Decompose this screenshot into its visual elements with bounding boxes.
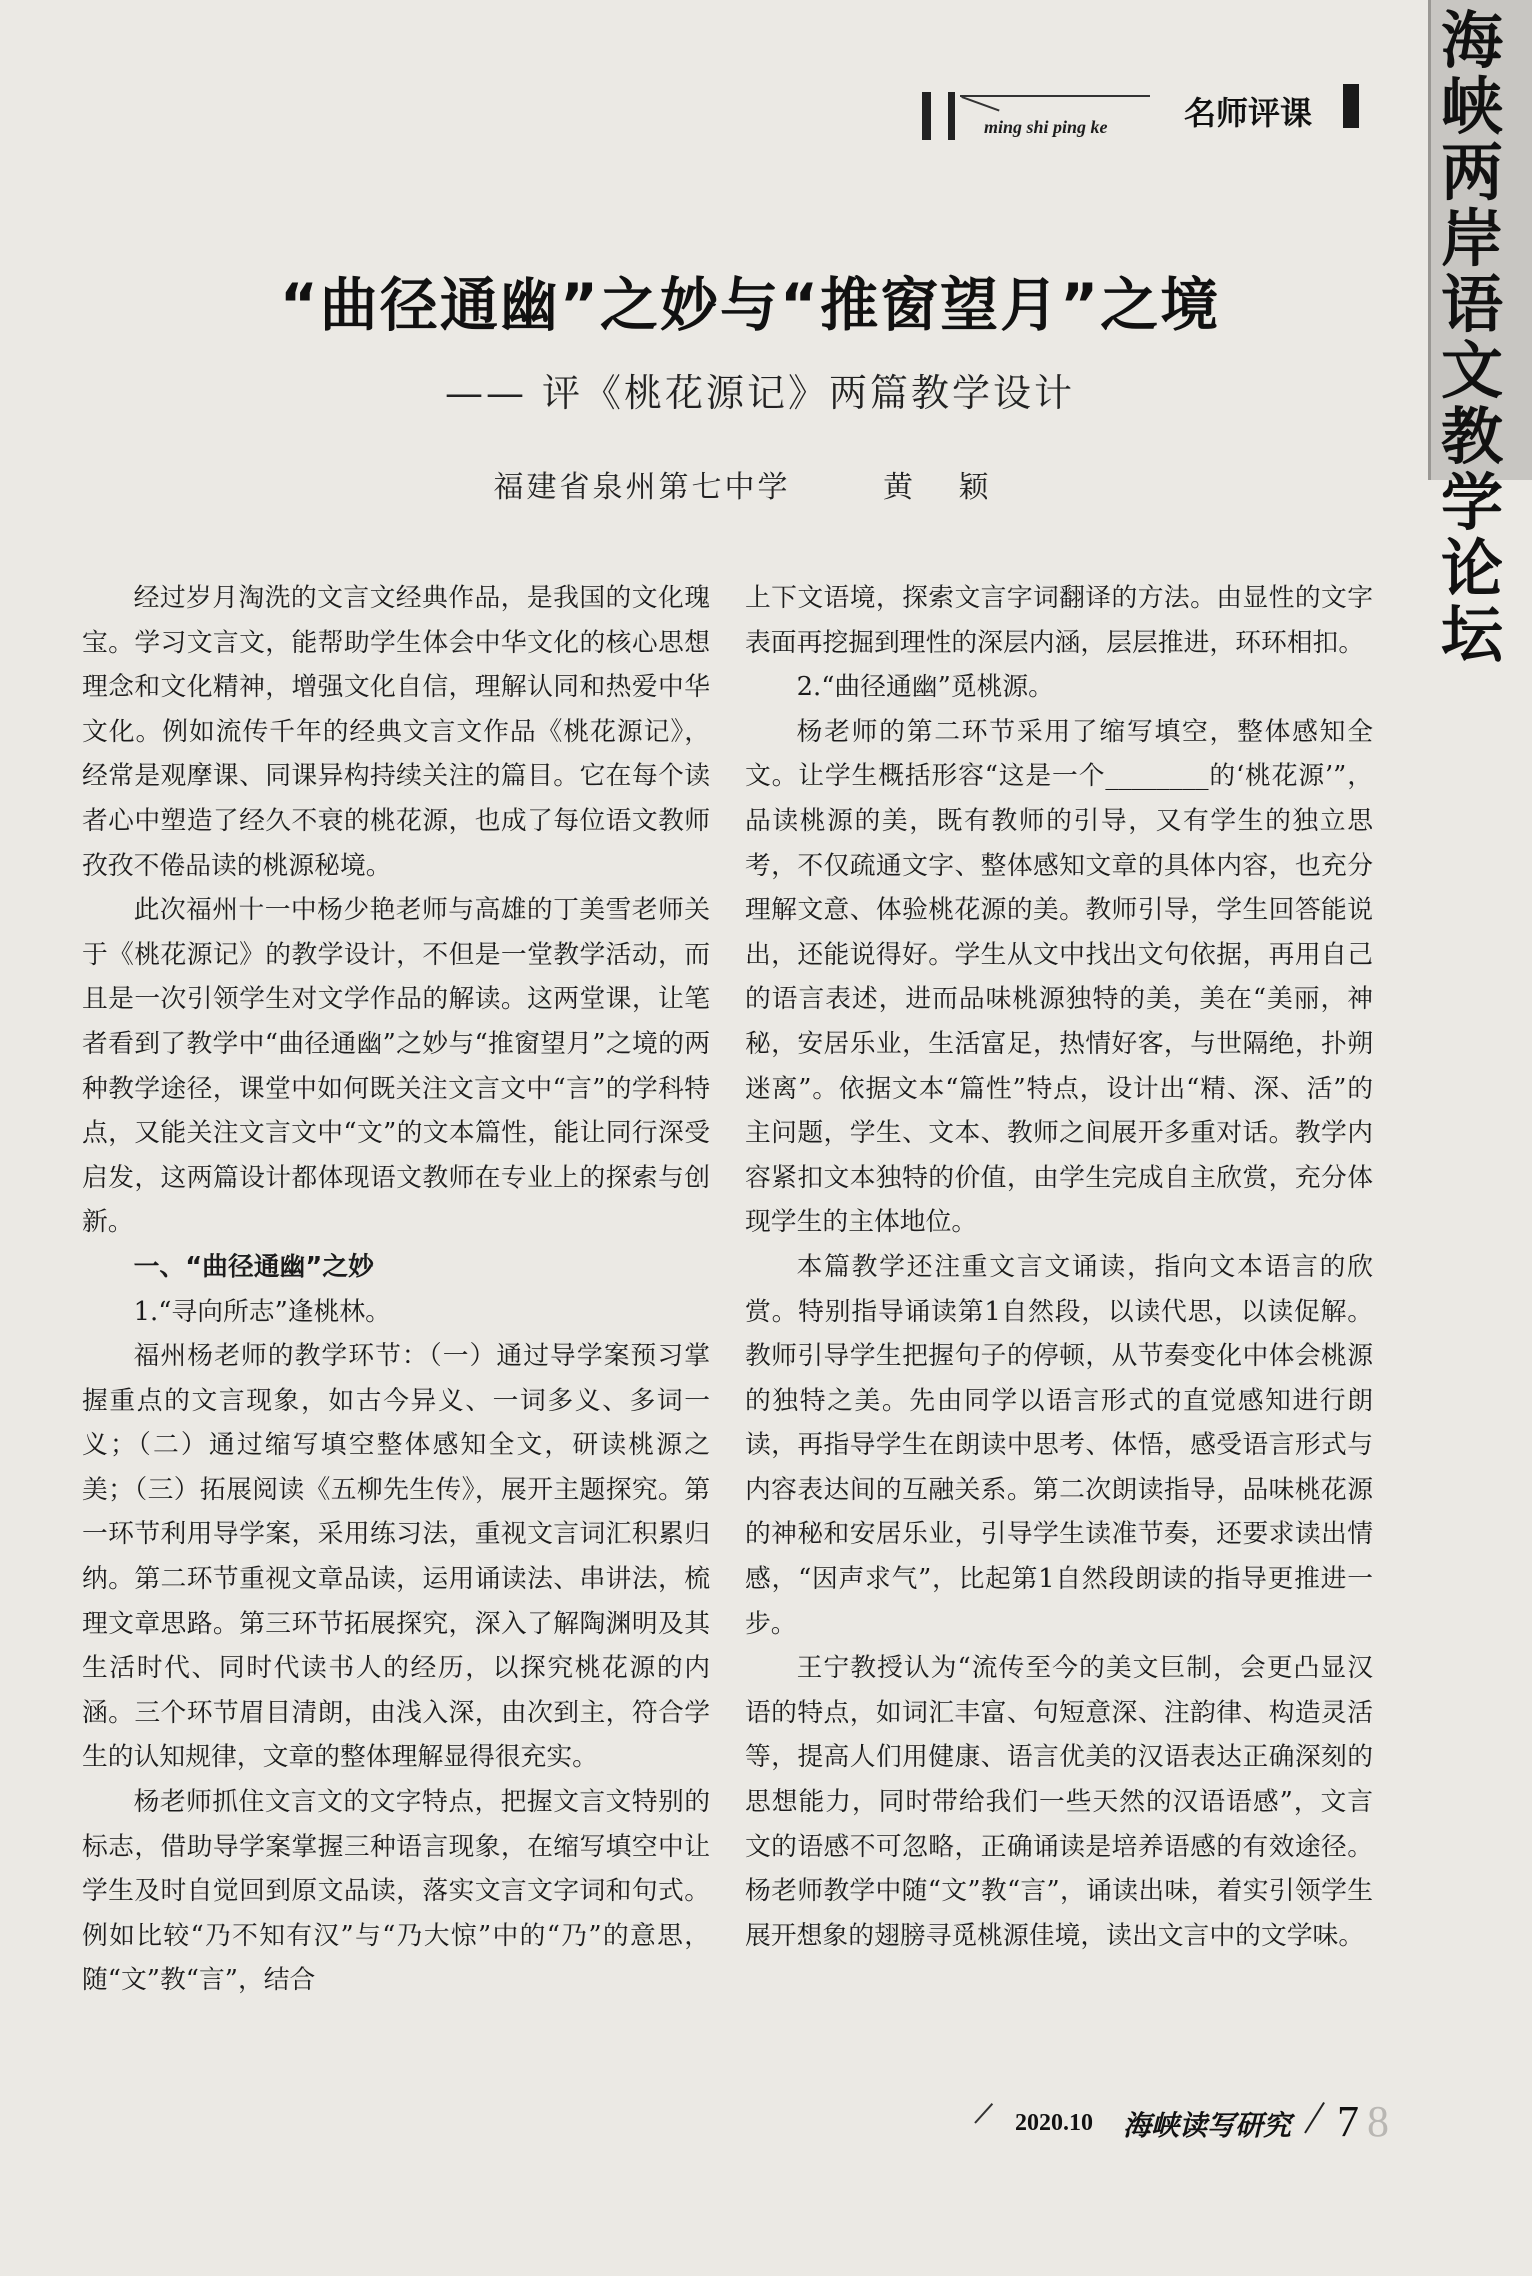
article-title: “曲径通幽”之妙与“推窗望月”之境 [279, 271, 1221, 339]
header-bar-icon [922, 92, 931, 140]
right-column [745, 576, 1373, 1958]
footer-slash-icon [1304, 2102, 1325, 2134]
author-school: 福建省泉州第七中学 [493, 470, 791, 505]
side-tab [1428, 0, 1532, 671]
header-rule [960, 95, 1150, 111]
paragraph: 此次福州十一中杨少艳老师与高雄的丁美雪老师关于《桃花源记》的教学设计，不但是一堂教学活动，而且是一次引领学生对文学作品的解读。这两堂课，让笔者看到了教学中“曲径通幽”之妙与“推窗望月”之境的两种教学途径，课堂中如何既关注文言文中“言”的学科特点，又能关注文言文中“文”的文本篇性，能让同行深受启发，这两篇设计都体现语文教师在专业上的探索与创新。 [82, 895, 710, 1238]
section-name: 名师评课 [1184, 94, 1313, 132]
paragraph: 杨老师抓住文言文的文字特点，把握文言文特别的标志，借助导学案掌握三种语言现象，在缩写填空中让学生及时自觉回到原文品读，落实文言文字词和句式。例如比较“乃不知有汉”与“乃大惊”中的“乃”的意思，随“文”教“言”，结合 [82, 1787, 710, 1996]
paragraph: 杨老师的第二环节采用了缩写填空，整体感知全文。让学生概括形容“这是一个________的‘桃花源’”，品读桃源的美，既有教师的引导，又有学生的独立思考，不仅疏通文字、整体感知文章的具体内容，也充分理解文意、体验桃花源的美。教师引导，学生回答能说出，还能说得好。学生从文中找出文句依据，再用自己的语言表述，进而品味桃源独特的美，美在“美丽，神秘，安居乐业，生活富足，热情好客，与世隔绝，扑朔迷离”。依据文本“篇性”特点，设计出“精、深、活”的主问题，学生、文本、教师之间展开多重对话。教学内容紧扣文本独特的价值，由学生完成自主欣赏，充分体现学生的主体地位。 [745, 716, 1373, 1238]
section-heading: 一、“曲径通幽”之妙 [133, 1251, 374, 1282]
side-tab-text: 海峡两岸语文教学论坛 [1441, 4, 1504, 671]
paragraph: 上下文语境，探索文言字词翻译的方法。由显性的文字表面再挖掘到理性的深层内涵，层层推进，环环相扣。 [745, 583, 1373, 658]
paragraph: 王宁教授认为“流传至今的美文巨制，会更凸显汉语的特点，如词汇丰富、句短意深、注韵律、构造灵活等，提高人们用健康、语言优美的汉语表达正确深刻的思想能力，同时带给我们一些天然的汉语语感”，文言文的语感不可忽略，正确诵读是培养语感的有效途径。杨老师教学中随“文”教“言”，诵读出味，着实引领学生展开想象的翅膀寻觅桃源佳境，读出文言中的文学味。 [745, 1653, 1373, 1951]
subsection-heading: 2.“曲径通幽”觅桃源。 [796, 672, 1054, 703]
header-bar-icon [948, 92, 955, 140]
journal-name: 海峡读写研究 [1123, 2109, 1292, 2142]
next-page-ghost: 8 [1367, 2097, 1389, 2146]
section-pinyin: ming shi ping ke [984, 117, 1108, 137]
footer-slash-icon [974, 2103, 993, 2124]
article-subtitle: —— 评《桃花源记》两篇教学设计 [444, 371, 1076, 415]
byline [300, 462, 1200, 506]
header-end-block-icon [1343, 84, 1359, 128]
author-name: 黄 颖 [883, 470, 1007, 505]
page-number: 7 [1337, 2097, 1359, 2146]
subsection-heading: 1.“寻向所志”逢桃林。 [133, 1296, 391, 1327]
paragraph: 经过岁月淘洗的文言文经典作品，是我国的文化瑰宝。学习文言文，能帮助学生体会中华文化的核心思想理念和文化精神，增强文化自信，理解认同和热爱中华文化。例如流传千年的经典文言文作品《桃花源记》，经常是观摩课、同课异构持续关注的篇目。它在每个读者心中塑造了经久不衰的桃花源，也成了每位语文教师孜孜不倦品读的桃源秘境。 [82, 583, 710, 881]
page-footer [975, 2097, 1415, 2160]
left-column [82, 576, 710, 2003]
paragraph: 福州杨老师的教学环节：（一）通过导学案预习掌握重点的文言现象，如古今异义、一词多义、多词一义；（二）通过缩写填空整体感知全文，研读桃源之美；（三）拓展阅读《五柳先生传》，展开主题探究。第一环节利用导学案，采用练习法，重视文言词汇积累归纳。第二环节重视文章品读，运用诵读法、串讲法，梳理文章思路。第三环节拓展探究，深入了解陶渊明及其生活时代、同时代读书人的经历，以探究桃花源的内涵。三个环节眉目清朗，由浅入深，由次到主，符合学生的认知规律，文章的整体理解显得很充实。 [82, 1341, 710, 1773]
paragraph: 本篇教学还注重文言文诵读，指向文本语言的欣赏。特别指导诵读第1自然段，以读代思，以读促解。教师引导学生把握句子的停顿，从节奏变化中体会桃源的独特之美。先由同学以语言形式的直觉感知进行朗读，再指导学生在朗读中思考、体悟，感受语言形式与内容表达间的互融关系。第二次朗读指导，品味桃花源的神秘和安居乐业，引导学生读准节奏，还要求读出情感，“因声求气”，比起第1自然段朗读的指导更推进一步。 [745, 1251, 1373, 1639]
issue-date: 2020.10 [1015, 2110, 1093, 2136]
